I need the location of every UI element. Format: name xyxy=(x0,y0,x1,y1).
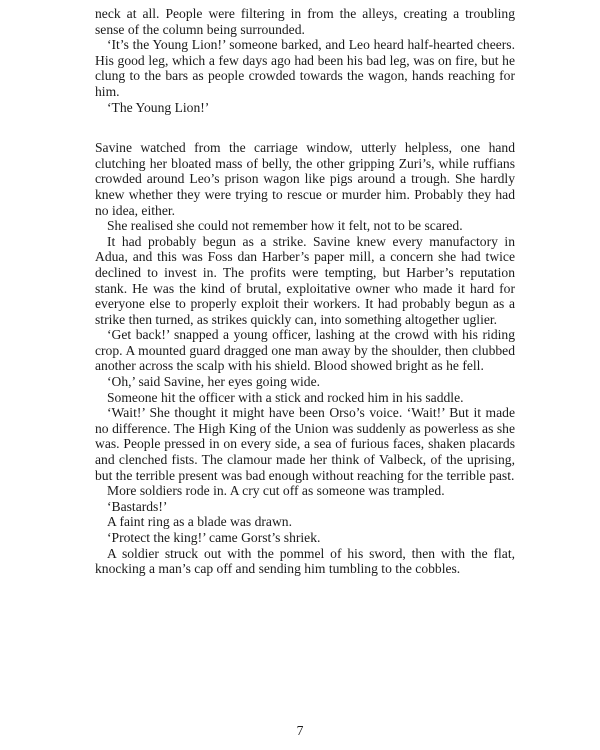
paragraph: neck at all. People were filtering in from the alleys, creating a troubling sense of the column being surrounded. xyxy=(95,6,515,37)
paragraph: It had probably begun as a strike. Savine knew every manufactory in Adua, and this was Foss dan Harber’s paper mill, a concern she had twice declined to invest in. The profits were tempting, but Harber’s reputation stank. He was the kind of brutal, exploitative owner who made it hard for everyone else to properly exploit their workers. It had probably begun as a strike then turned, as strikes quickly can, into something altogether uglier. xyxy=(95,233,515,327)
paragraph: More soldiers rode in. A cry cut off as someone was trampled. xyxy=(107,483,445,499)
paragraph: Savine watched from the carriage window, utterly helpless, one hand clutching her bloated mass of belly, the other gripping Zuri’s, while ruffians crowded around Leo’s prison wagon like pigs around a trough. She hardly knew whether they were trying to rescue or murder him. Probably they had no idea, either. xyxy=(95,140,515,218)
paragraph: ‘Wait!’ She thought it might have been Orso’s voice. ‘Wait!’ But it made no difference. The High King of the Union was suddenly as powerless as she was. People pressed in on every side, a sea of furious faces, shaken placards and clenched fists. The clamour made her think of Valbeck, of the uprising, but the terrible present was bad enough without reaching for the terrible past. xyxy=(95,405,515,483)
page-number: 7 xyxy=(296,723,304,738)
paragraph: She realised she could not remember how it felt, not to be scared. xyxy=(107,218,463,234)
paragraph: A soldier struck out with the pommel of his sword, then with the flat, knocking a man’s cap off and sending him tumbling to the cobbles. xyxy=(95,545,515,577)
paragraph: Someone hit the officer with a stick and rocked him in his saddle. xyxy=(107,389,464,405)
paragraph: ‘The Young Lion!’ xyxy=(107,99,210,115)
book-page-text xyxy=(95,6,515,577)
paragraph: ‘It’s the Young Lion!’ someone barked, and Leo heard half-hearted cheers. His good leg, which a few days ago had been his bad leg, was on fire, but he clung to the bars as people crowded towards the wagon, hands reaching for him. xyxy=(95,37,515,99)
paragraph: A faint ring as a blade was drawn. xyxy=(107,514,292,530)
paragraph: ‘Get back!’ snapped a young officer, lashing at the crowd with his riding crop. A mounted guard dragged one man away by the shoulder, then clubbed another across the scalp with his shield. Blood showed bright as he fell. xyxy=(95,327,515,374)
section-break xyxy=(95,115,515,140)
paragraph: ‘Protect the king!’ came Gorst’s shriek. xyxy=(107,530,321,545)
paragraph: ‘Bastards!’ xyxy=(107,498,168,514)
paragraph: ‘Oh,’ said Savine, her eyes going wide. xyxy=(107,374,321,390)
